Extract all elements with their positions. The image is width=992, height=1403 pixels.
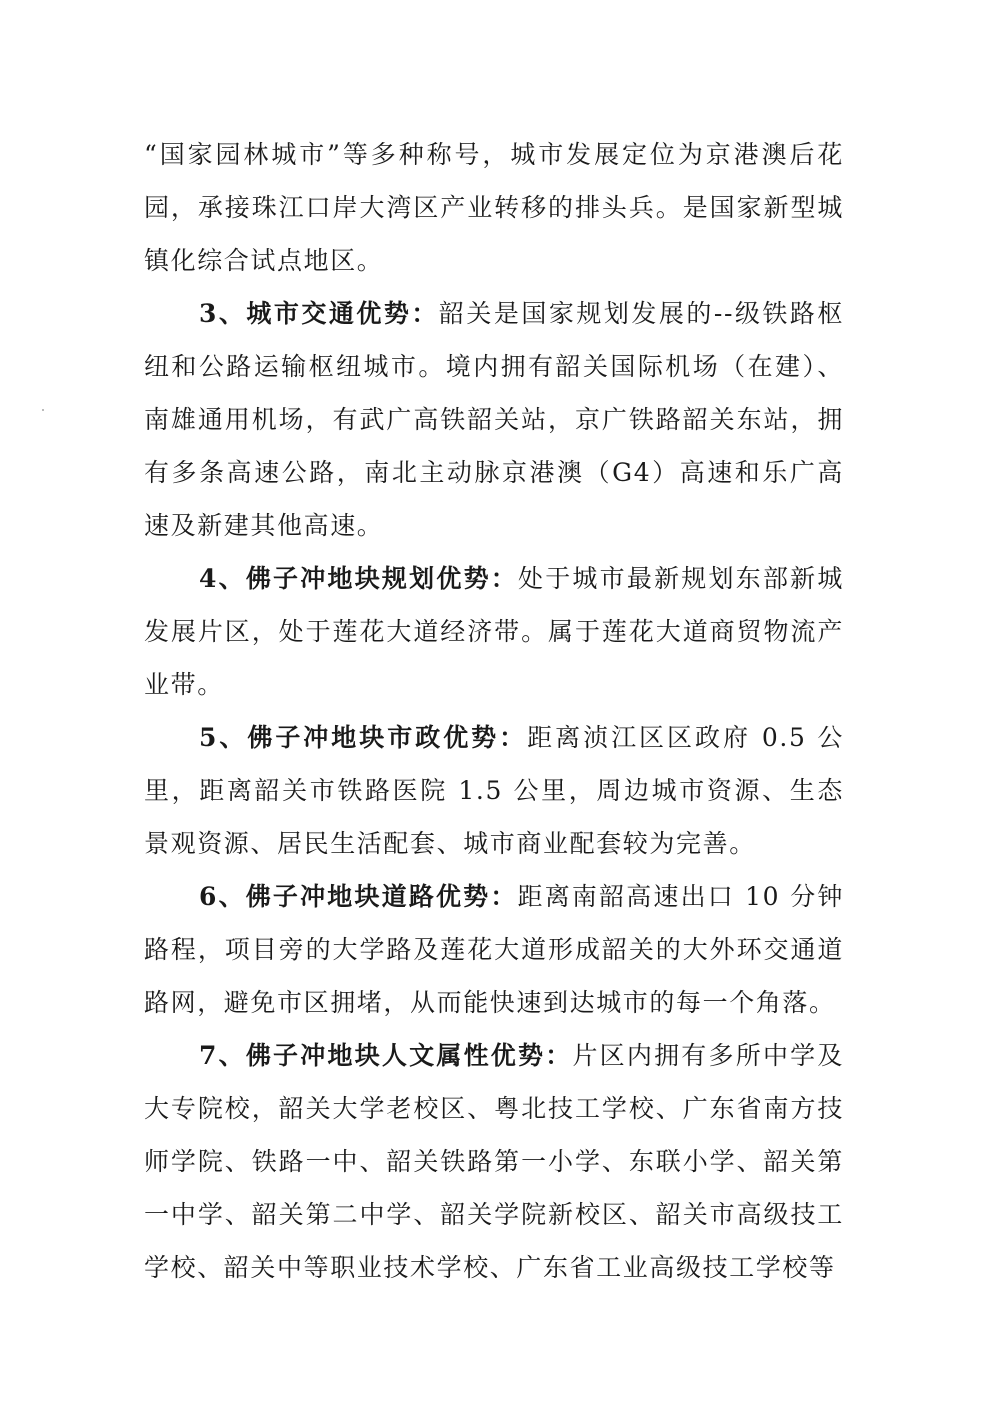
section-body-7: 片区内拥有多所中学及大专院校，韶关大学老校区、粤北技工学校、广东省南方技师学院、铁路一中、韶关铁路第一小学、东联小学、韶关第一中学、韶关第二中学、韶关学院新校区、韶关市高级技工学校、韶关中等职业技术学校、广东省工业高级技工学校等	[144, 1041, 844, 1282]
section-paragraph-3	[144, 287, 844, 552]
section-heading-3: 3、城市交通优势：	[199, 299, 439, 328]
section-heading-7: 7、佛子冲地块人文属性优势：	[199, 1041, 573, 1070]
section-paragraph-5	[144, 711, 844, 870]
intro-paragraph: “国家园林城市”等多种称号，城市发展定位为京港澳后花园，承接珠江口岸大湾区产业转移的排头兵。是国家新型城镇化综合试点地区。	[144, 140, 844, 275]
document-body	[144, 128, 844, 1294]
section-paragraph-4	[144, 552, 844, 711]
section-paragraph-7	[144, 1029, 844, 1294]
section-heading-6: 6、佛子冲地块道路优势：	[199, 882, 518, 911]
scan-speck	[42, 409, 44, 411]
section-heading-4: 4、佛子冲地块规划优势：	[199, 564, 518, 593]
section-body-4: 处于城市最新规划东部新城发展片区，处于莲花大道经济带。属于莲花大道商贸物流产业带。	[144, 564, 844, 699]
section-body-6: 距离南韶高速出口 10 分钟路程，项目旁的大学路及莲花大道形成韶关的大外环交通道路网，避免市区拥堵，从而能快速到达城市的每一个角落。	[144, 882, 844, 1017]
section-heading-5: 5、佛子冲地块市政优势：	[199, 723, 528, 752]
section-paragraph-6	[144, 870, 844, 1029]
section-body-3: 韶关是国家规划发展的--级铁路枢纽和公路运输枢纽城市。境内拥有韶关国际机场（在建）、南雄通用机场，有武广高铁韶关站，京广铁路韶关东站，拥有多条高速公路，南北主动脉京港澳（G4）高速和乐广高速及新建其他高速。	[144, 299, 845, 540]
section-body-5: 距离浈江区区政府 0.5 公里，距离韶关市铁路医院 1.5 公里，周边城市资源、生态景观资源、居民生活配套、城市商业配套较为完善。	[144, 723, 844, 858]
